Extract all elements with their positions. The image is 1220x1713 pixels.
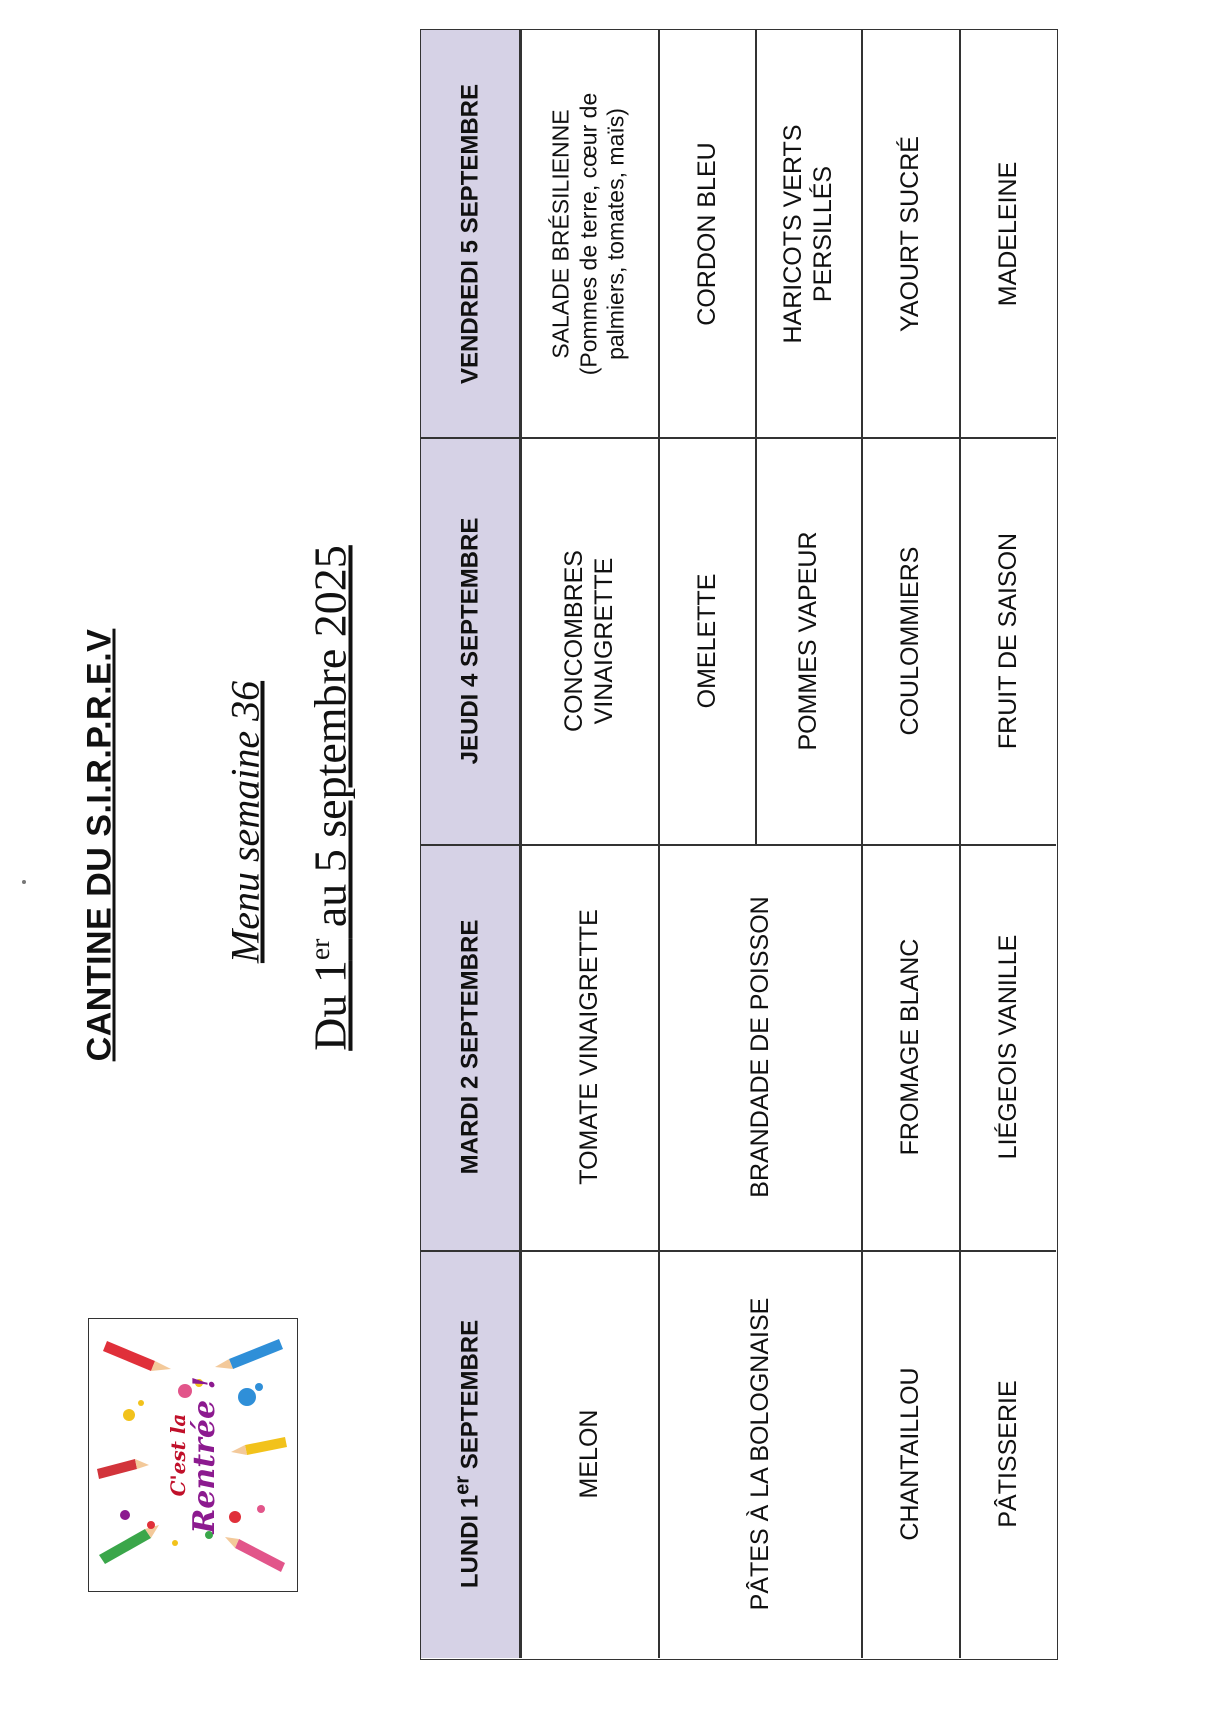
dessert-text: MADELEINE (993, 161, 1022, 306)
entree-mardi (520, 844, 658, 1250)
pencil-red-left (97, 1459, 149, 1479)
plat-text: BRANDADE DE POISSON (745, 896, 774, 1198)
date-range-sup: er (304, 938, 336, 961)
logo-line2: Rentrée ! (187, 1376, 222, 1534)
day-header-mardi (421, 844, 520, 1250)
day-name-sup: er (451, 1475, 474, 1495)
menu-week-subtitle: Menu semaine 36 (222, 680, 268, 964)
accompagnement-text: POMMES VAPEUR (794, 530, 822, 751)
fromage-lundi (861, 1250, 959, 1658)
plat-text: CORDON BLEU (692, 141, 721, 326)
accompagnement-text: HARICOTS VERTS PERSILLÉS (779, 123, 837, 344)
plat-text: OMELETTE (692, 573, 721, 708)
fromage-jeudi (861, 437, 959, 844)
dessert-text: LIÉGEOIS VANILLE (993, 934, 1022, 1160)
plat-lundi (658, 1250, 861, 1658)
day-header-vendredi (421, 30, 520, 437)
day-name (451, 1319, 485, 1589)
menu-table (420, 29, 1058, 1660)
entree-text: TOMATE VINAIGRETTE (575, 909, 603, 1185)
dessert-jeudi (959, 437, 1056, 844)
pencil-yellow-right (231, 1437, 287, 1455)
fromage-mardi (861, 844, 959, 1250)
entree-text: SALADE BRÉSILIENNE (Pommes de terre, cœur de palmiers, tomates, maïs) (547, 92, 629, 375)
date-range-prefix: Du 1 (304, 960, 356, 1051)
accompagnement-jeudi (755, 437, 861, 844)
day-name: MARDI 2 SEPTEMBRE (456, 919, 484, 1175)
dessert-text: FRUIT DE SAISON (993, 532, 1022, 749)
logo-line1: C'est la (166, 1413, 190, 1497)
pencil-blue-top-right (215, 1339, 283, 1369)
entree-jeudi (520, 437, 658, 844)
pencil-pink-bottom-right (225, 1537, 285, 1572)
pencil-green-bottom-left (99, 1525, 159, 1564)
day-header-lundi (421, 1250, 520, 1658)
page-title: CANTINE DU S.I.R.P.R.E.V (80, 628, 119, 1062)
pencil-red-top-left (103, 1341, 171, 1371)
plat-text: PÂTES À LA BOLOGNAISE (745, 1297, 774, 1611)
day-name: VENDREDI 5 SEPTEMBRE (456, 83, 484, 384)
fromage-text: FROMAGE BLANC (896, 938, 924, 1156)
day-header-jeudi (421, 437, 520, 844)
fromage-text: YAOURT SUCRÉ (896, 135, 924, 332)
entree-text: CONCOMBRES VINAIGRETTE (560, 549, 618, 732)
accompagnement-vendredi (755, 30, 861, 437)
scan-speck (22, 880, 26, 884)
plat-mardi (658, 844, 861, 1250)
logo-lettering (166, 1376, 220, 1533)
day-name: JEUDI 4 SEPTEMBRE (456, 517, 484, 764)
fromage-text: CHANTAILLOU (896, 1367, 924, 1541)
dessert-lundi (959, 1250, 1056, 1658)
entree-lundi (520, 1250, 658, 1658)
rentree-logo (88, 1318, 298, 1592)
entree-vendredi (520, 30, 658, 437)
plat-vendredi (658, 30, 755, 437)
fromage-vendredi (861, 30, 959, 437)
day-name-prefix: LUNDI 1 (456, 1494, 484, 1589)
date-range (304, 545, 357, 1051)
dessert-mardi (959, 844, 1056, 1250)
dessert-text: PÂTISSERIE (993, 1380, 1022, 1528)
plat-jeudi (658, 437, 755, 844)
day-name-suffix: SEPTEMBRE (456, 1319, 484, 1476)
fromage-text: COULOMMIERS (896, 546, 924, 735)
date-range-suffix: au 5 septembre 2025 (304, 545, 356, 939)
dessert-vendredi (959, 30, 1056, 437)
entree-text: MELON (575, 1409, 603, 1499)
